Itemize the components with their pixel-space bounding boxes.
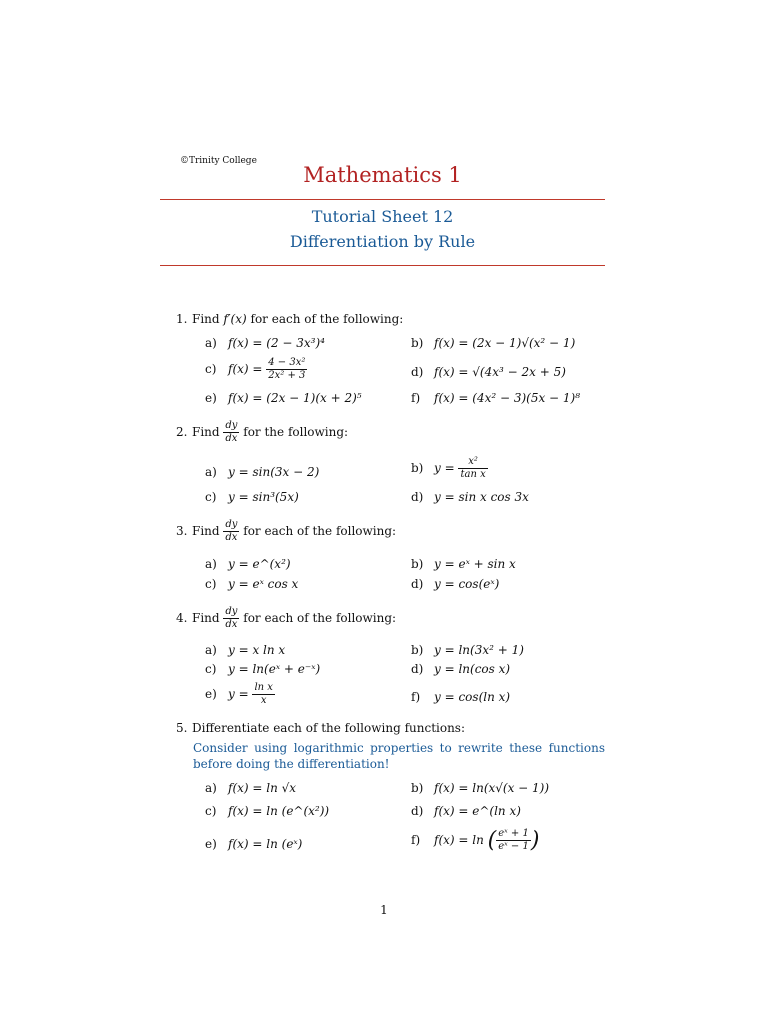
copyright-notice: ©Trinity College [180,156,257,166]
question-2-prompt: 2. Find $\frac{dy}{dx}$ for the following: [176,420,349,444]
q1-item-a: a) f(x) = (2 − 3x³)⁴ [205,336,325,350]
derivative-fraction: $\frac{dy}{dx}$ [225,420,238,444]
q3-item-c: c) y = eˣ cos x [205,577,299,591]
q3-item-d: d) y = cos(eˣ) [411,577,500,591]
q5-item-a: a) f(x) = ln √x [205,781,297,795]
q3-item-b: b) y = eˣ + sin x [411,557,516,571]
q4-item-f: f) y = cos(ln x) [411,690,511,704]
question-3-prompt: 3. Find $\frac{dy}{dx}$ for each of the following: [176,519,397,543]
q2-item-b: b) y = $\frac{\text{x²}}{\text{tan x}}$ [411,456,486,480]
q4-item-c: c) y = ln(eˣ + e⁻ˣ) [205,662,321,676]
q1-item-f: f) f(x) = (4x² − 3)(5x − 1)⁸ [411,391,581,405]
q4-item-e: e) y = $\frac{\text{ln x}}{x}$ [205,682,273,706]
fraction: $\frac{\text{x²}}{\text{tan x}}$ [460,456,486,480]
derivative-fraction: $\frac{dy}{dx}$ [225,519,238,543]
left-paren: ( [487,828,497,853]
q3-item-a: a) y = e^(x²) [205,557,291,571]
q5-item-e: e) f(x) = ln (eˣ) [205,837,303,851]
fraction: $\frac{\text{4 − 3x²}}{\text{2x² + 3}}$ [268,357,306,381]
fraction: $\frac{\text{eˣ + 1}}{\text{eˣ − 1}}$ [498,828,529,852]
derivative-fraction: $\frac{dy}{dx}$ [225,606,238,630]
q4-item-b: b) y = ln(3x² + 1) [411,643,524,657]
sheet-topic: Differentiation by Rule [289,232,476,251]
fraction: $\frac{\text{ln x}}{x}$ [254,682,273,706]
right-paren: ) [530,828,540,853]
q1-item-e: e) f(x) = (2x − 1)(x + 2)⁵ [205,391,362,405]
hint-note: Consider using logarithmic properties to rewrite these functions before doing the differentiation! [193,741,605,771]
question-1-prompt: 1. Find f′(x) for each of the following: [176,312,404,326]
document-title: Mathematics 1 [303,163,462,187]
top-rule [160,199,605,200]
q1-item-d: d) f(x) = √(4x³ − 2x + 5) [411,365,566,379]
q1-item-c: c) f(x) = $\frac{\text{4 − 3x²}}{\text{2x² + 3}}$ [205,357,306,381]
question-4-prompt: 4. Find $\frac{dy}{dx}$ for each of the following: [176,606,397,630]
q5-item-f: f) f(x) = ln ( $\frac{\text{eˣ + 1}}{\text{eˣ − 1}}$ ) [411,828,540,853]
q5-item-c: c) f(x) = ln (e^(x²)) [205,804,330,818]
q5-item-b: b) f(x) = ln(x√(x − 1)) [411,781,550,795]
q2-item-c: c) y = sin³(5x) [205,490,299,504]
q2-item-d: d) y = sin x cos 3x [411,490,529,504]
q5-item-d: d) f(x) = e^(ln x) [411,804,521,818]
page-number: 1 [380,903,388,917]
q2-item-a: a) y = sin(3x − 2) [205,465,320,479]
sheet-number: Tutorial Sheet 12 [311,207,454,226]
question-5-prompt: 5. Differentiate each of the following functions: [176,721,466,735]
q4-item-d: d) y = ln(cos x) [411,662,511,676]
q4-item-a: a) y = x ln x [205,643,286,657]
bottom-rule [160,265,605,266]
q1-item-b: b) f(x) = (2x − 1)√(x² − 1) [411,336,576,350]
